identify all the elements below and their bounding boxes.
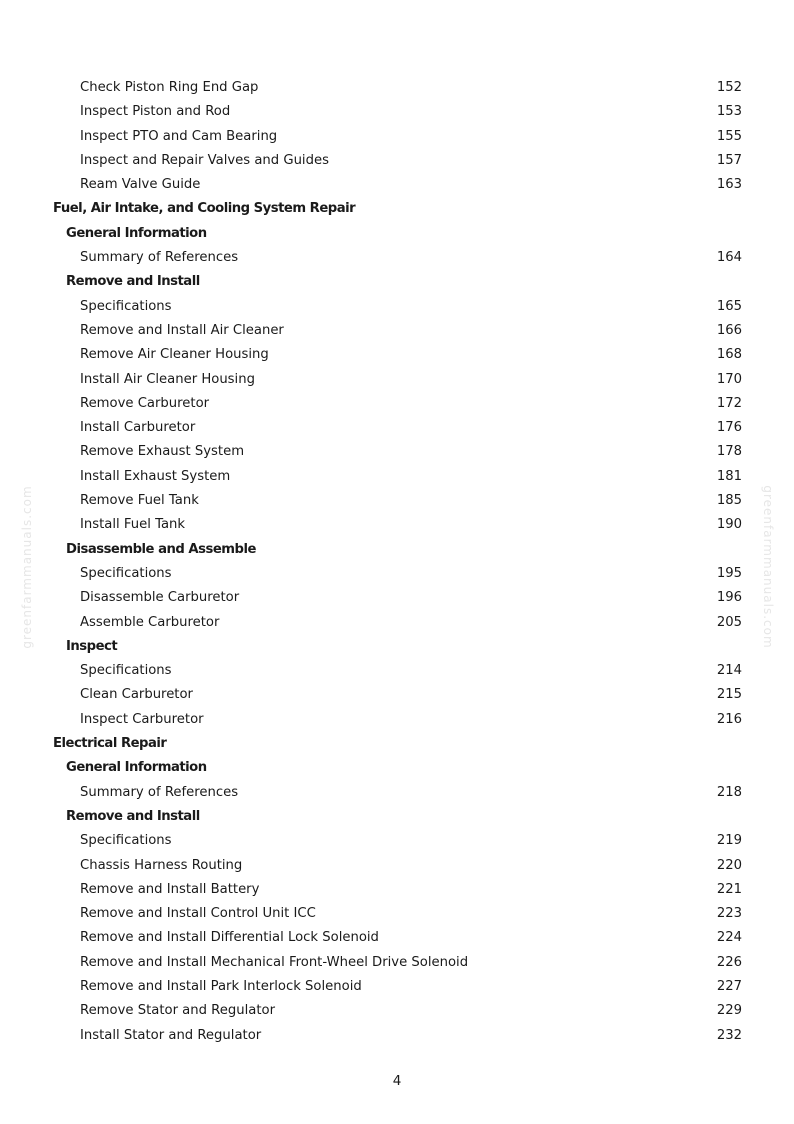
toc-entry-title: Remove Exhaust System: [80, 444, 245, 460]
toc-entry[interactable]: [0, 586, 794, 610]
toc-entry-title: Electrical Repair: [53, 736, 167, 752]
toc-entry-title: Install Air Cleaner Housing: [80, 371, 255, 387]
toc-entry-title: Remove Carburetor: [80, 395, 210, 411]
toc-section[interactable]: [0, 805, 794, 829]
toc-entry[interactable]: [0, 659, 794, 683]
toc-entry[interactable]: [0, 781, 794, 805]
toc-entry-title: General Information: [66, 225, 207, 241]
toc-entry-page: 196: [716, 590, 742, 606]
toc-entry-title: Inspect Piston and Rod: [80, 104, 231, 120]
toc-entry[interactable]: [0, 440, 794, 464]
toc-entry-title: General Information: [66, 760, 207, 776]
toc-entry-title: Remove Stator and Regulator: [80, 1003, 276, 1019]
toc-entry-title: Disassemble Carburetor: [80, 590, 240, 606]
toc-entry-title: Assemble Carburetor: [80, 614, 220, 630]
toc-entry-page: 226: [716, 954, 742, 970]
toc-entry-page: 229: [716, 1003, 742, 1019]
toc-entry-page: 170: [716, 371, 742, 387]
toc-entry[interactable]: [0, 416, 794, 440]
toc-entry-title: Install Carburetor: [80, 420, 196, 436]
toc-section[interactable]: [0, 222, 794, 246]
toc-entry[interactable]: [0, 951, 794, 975]
toc-entry-page: 220: [716, 857, 742, 873]
toc-entry[interactable]: [0, 173, 794, 197]
toc-entry[interactable]: [0, 392, 794, 416]
toc-entry-page: 205: [716, 614, 742, 630]
toc-entry[interactable]: [0, 975, 794, 999]
toc-entry-title: Remove and Install Air Cleaner: [80, 322, 284, 338]
toc-entry-page: 227: [716, 978, 742, 994]
toc-entry-page: 178: [716, 444, 742, 460]
toc-entry-page: 223: [716, 906, 742, 922]
toc-entry-title: Summary of References: [80, 784, 239, 800]
toc-entry-title: Check Piston Ring End Gap: [80, 80, 259, 95]
toc-entry-page: 221: [716, 881, 742, 897]
toc-entry[interactable]: [0, 926, 794, 950]
toc-entry-page: 172: [716, 395, 742, 411]
toc-entry-page: 157: [716, 152, 742, 168]
toc-entry-title: Remove and Install Battery: [80, 881, 260, 897]
toc-entry-page: 166: [716, 322, 742, 338]
toc-chapter[interactable]: [0, 732, 794, 756]
toc-entry-page: 163: [716, 177, 742, 193]
toc-entry-page: 155: [716, 128, 742, 144]
toc-entry[interactable]: [0, 562, 794, 586]
toc-entry-page: 224: [716, 930, 742, 946]
toc-entry-title: Inspect PTO and Cam Bearing: [80, 128, 278, 144]
toc-entry-title: Remove and Install: [66, 274, 200, 290]
toc-entry-title: Ream Valve Guide: [80, 177, 201, 193]
toc-entry-page: 232: [716, 1027, 742, 1043]
toc-section[interactable]: [0, 756, 794, 780]
toc-entry[interactable]: [0, 489, 794, 513]
toc-entry-page: 152: [716, 80, 742, 95]
toc-entry-page: 181: [716, 468, 742, 484]
toc-entry-title: Specifications: [80, 833, 172, 849]
toc-entry-page: 176: [716, 420, 742, 436]
toc-entry[interactable]: [0, 319, 794, 343]
toc-entry-page: 185: [716, 493, 742, 509]
toc-entry-title: Inspect: [66, 638, 118, 654]
toc-entry[interactable]: [0, 829, 794, 853]
toc-entry[interactable]: [0, 100, 794, 124]
toc-entry[interactable]: [0, 1024, 794, 1048]
toc-entry[interactable]: [0, 76, 794, 100]
toc-entry-page: 214: [716, 663, 742, 679]
toc-entry-page: 216: [716, 711, 742, 727]
toc-entry-title: Fuel, Air Intake, and Cooling System Repair: [53, 201, 356, 217]
toc-entry-title: Specifications: [80, 565, 172, 581]
toc-entry[interactable]: [0, 878, 794, 902]
toc-entry-title: Chassis Harness Routing: [80, 857, 243, 873]
toc-entry-page: 165: [716, 298, 742, 314]
toc-entry-page: 168: [716, 347, 742, 363]
toc-entry-title: Remove Air Cleaner Housing: [80, 347, 269, 363]
toc-entry-title: Install Exhaust System: [80, 468, 231, 484]
toc-entry-title: Clean Carburetor: [80, 687, 193, 703]
toc-entry-page: 153: [716, 104, 742, 120]
toc-entry[interactable]: [0, 854, 794, 878]
toc-entry[interactable]: [0, 125, 794, 149]
toc-entry-title: Remove and Install Differential Lock Solenoid: [80, 930, 379, 946]
watermark-left: greenfarmmanuals.com: [20, 485, 34, 649]
toc-entry-title: Inspect Carburetor: [80, 711, 204, 727]
table-of-contents: [0, 76, 794, 1048]
toc-entry[interactable]: [0, 513, 794, 537]
toc-entry-title: Remove and Install Mechanical Front-Wheel Drive Solenoid: [80, 954, 469, 970]
toc-entry[interactable]: [0, 708, 794, 732]
toc-chapter[interactable]: [0, 197, 794, 221]
toc-entry-page: 219: [716, 833, 742, 849]
watermark-right: greenfarmmanuals.com: [761, 485, 775, 649]
toc-entry[interactable]: [0, 295, 794, 319]
toc-entry-title: Install Stator and Regulator: [80, 1027, 262, 1043]
toc-entry[interactable]: [0, 343, 794, 367]
toc-entry-page: 190: [716, 517, 742, 533]
toc-entry-page: 215: [716, 687, 742, 703]
toc-section[interactable]: [0, 635, 794, 659]
toc-section[interactable]: [0, 270, 794, 294]
toc-entry-title: Summary of References: [80, 250, 239, 266]
toc-entry[interactable]: [0, 611, 794, 635]
toc-entry[interactable]: [0, 246, 794, 270]
toc-entry-title: Inspect and Repair Valves and Guides: [80, 152, 329, 168]
toc-entry[interactable]: [0, 902, 794, 926]
toc-entry-page: 218: [716, 784, 742, 800]
toc-entry-page: 195: [716, 565, 742, 581]
toc-entry[interactable]: [0, 149, 794, 173]
toc-entry-title: Remove and Install Park Interlock Solenoid: [80, 978, 362, 994]
toc-entry[interactable]: [0, 999, 794, 1023]
toc-entry-title: Install Fuel Tank: [80, 517, 186, 533]
toc-section[interactable]: [0, 538, 794, 562]
toc-entry-title: Disassemble and Assemble: [66, 541, 256, 557]
toc-entry-title: Remove and Install: [66, 808, 200, 824]
toc-entry[interactable]: [0, 465, 794, 489]
toc-entry-title: Specifications: [80, 663, 172, 679]
toc-entry-page: 164: [716, 250, 742, 266]
toc-entry-title: Remove Fuel Tank: [80, 493, 199, 509]
toc-entry[interactable]: [0, 368, 794, 392]
page-number: 4: [392, 1073, 402, 1089]
toc-entry[interactable]: [0, 683, 794, 707]
toc-entry-title: Specifications: [80, 298, 172, 314]
toc-entry-title: Remove and Install Control Unit ICC: [80, 906, 316, 922]
